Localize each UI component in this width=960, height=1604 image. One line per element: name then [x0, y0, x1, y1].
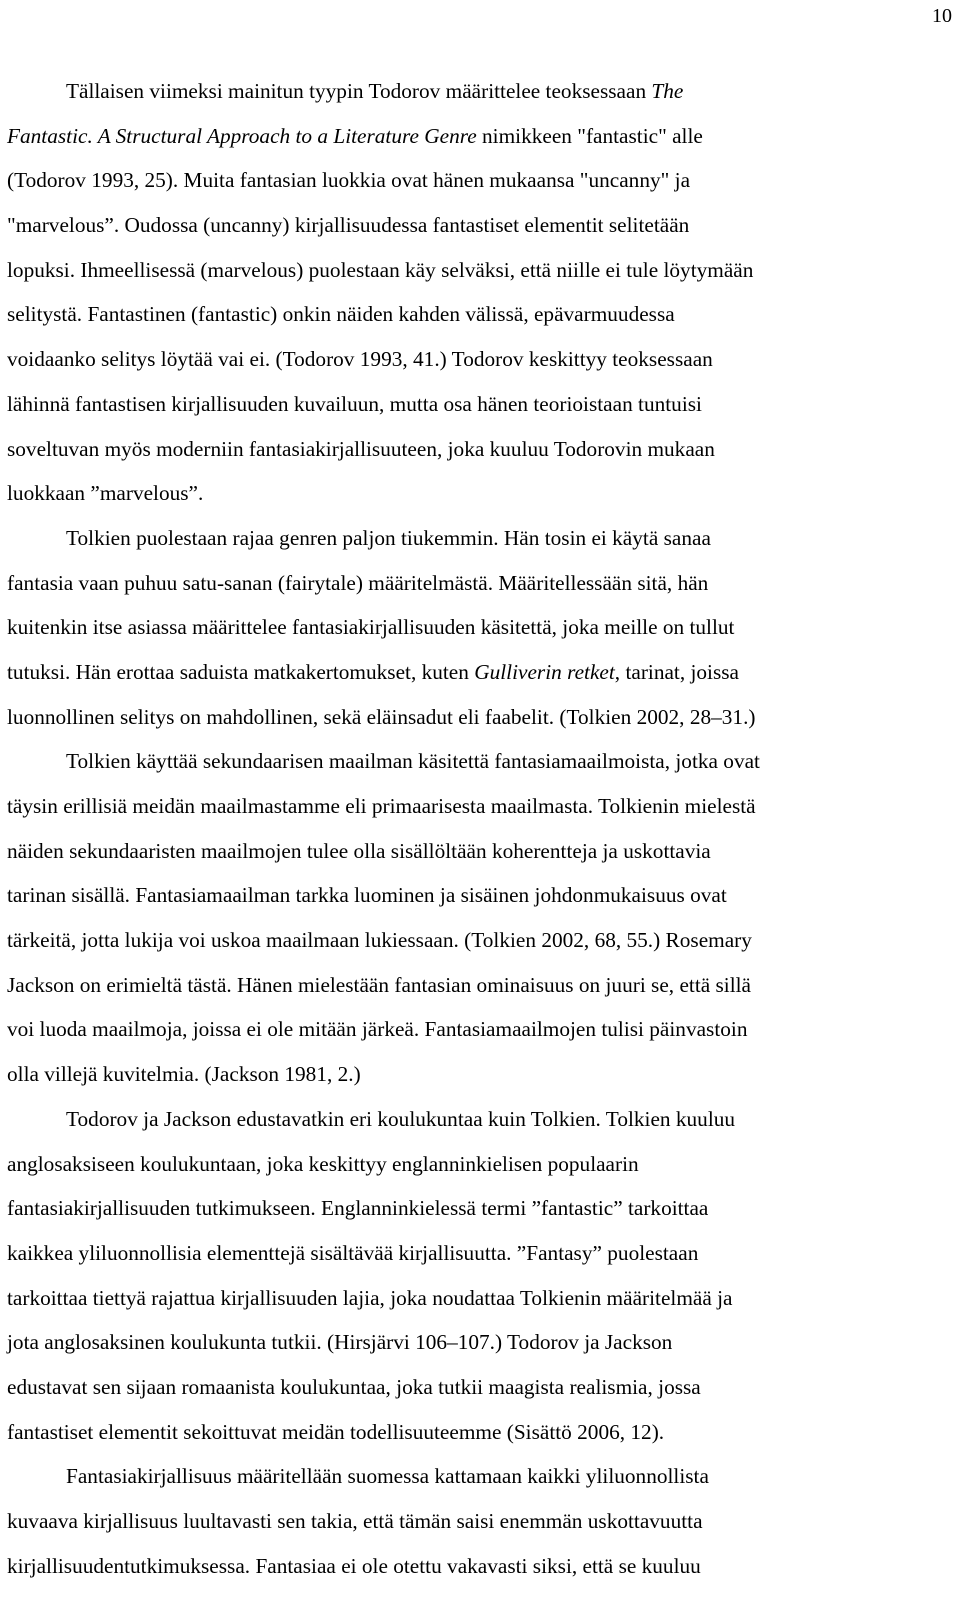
text-line: [7, 1544, 919, 1589]
text-segment: näiden sekundaaristen maailmojen tulee olla sisällöltään koherentteja ja uskottavia: [7, 838, 711, 863]
text-line: [7, 427, 919, 472]
text-line: [7, 1410, 919, 1455]
text-segment: tärkeitä, jotta lukija voi uskoa maailmaan lukiessaan. (Tolkien 2002, 68, 55.) Rosemary: [7, 928, 752, 953]
text-line: [7, 605, 919, 650]
text-segment: soveltuvan myös moderniin fantasiakirjallisuuteen, joka kuuluu Todorovin mukaan: [7, 436, 715, 461]
text-segment: selitystä. Fantastinen (fantastic) onkin näiden kahden välissä, epävarmuudessa: [7, 302, 675, 327]
text-segment: Tolkien käyttää sekundaarisen maailman käsitettä fantasiamaailmoista, jotka ovat: [66, 749, 760, 774]
italic-title-text: Fantastic. A Structural Approach to a Literature Genre: [7, 123, 477, 148]
text-segment: Todorov ja Jackson edustavatkin eri koulukuntaa kuin Tolkien. Tolkien kuuluu: [66, 1106, 736, 1131]
text-line: [7, 114, 919, 159]
text-segment: Fantasiakirjallisuus määritellään suomessa kattamaan kaikki yliluonnollista: [66, 1464, 709, 1489]
text-line: [7, 382, 919, 427]
text-line: [7, 1007, 919, 1052]
text-segment: olla villejä kuvitelmia. (Jackson 1981, 2.): [7, 1062, 361, 1087]
text-line: [7, 561, 919, 606]
text-segment: fantastiset elementit sekoittuvat meidän todellisuuteemme (Sisättö 2006, 12).: [7, 1419, 665, 1444]
text-line: [7, 1320, 919, 1365]
text-segment: Tällaisen viimeksi mainitun tyypin Todorov määrittelee teoksessaan: [66, 79, 652, 103]
text-line: [7, 69, 919, 114]
text-segment: voi luoda maailmoja, joissa ei ole mitään järkeä. Fantasiamaailmojen tulisi päinvastoin: [7, 1017, 748, 1042]
text-segment: (Todorov 1993, 25). Muita fantasian luokkia ovat hänen mukaansa "uncanny" ja: [7, 168, 691, 193]
text-line: [7, 1142, 919, 1187]
text-line: [7, 516, 919, 561]
text-segment: kirjallisuudentutkimuksessa. Fantasiaa ei ole otettu vakavasti siksi, että se kuuluu: [7, 1553, 701, 1578]
page-number: 10: [932, 5, 952, 27]
text-line: [7, 1276, 919, 1321]
text-segment: voidaanko selitys löytää vai ei. (Todorov 1993, 41.) Todorov keskittyy teoksessaan: [7, 347, 713, 372]
italic-title-text: Gulliverin retket: [474, 659, 615, 684]
text-segment: edustavat sen sijaan romaanista koulukuntaa, joka tutkii maagista realismia, jossa: [7, 1374, 701, 1399]
text-line: [7, 1186, 919, 1231]
text-segment: jota anglosaksinen koulukunta tutkii. (Hirsjärvi 106–107.) Todorov ja Jackson: [7, 1330, 673, 1355]
text-segment: tarkoittaa tiettyä rajattua kirjallisuuden lajia, joka noudattaa Tolkienin määritelmää ja: [7, 1285, 733, 1310]
text-segment: lähinnä fantastisen kirjallisuuden kuvailuun, mutta osa hänen teorioistaan tuntuisi: [7, 391, 702, 416]
text-line: [7, 829, 919, 874]
text-segment: "marvelous”. Oudossa (uncanny) kirjallisuudessa fantastiset elementit selitetään: [7, 213, 690, 238]
text-segment: täysin erillisiä meidän maailmastamme eli primaarisesta maailmasta. Tolkienin mielestä: [7, 794, 756, 818]
text-segment: lopuksi. Ihmeellisessä (marvelous) puolestaan käy selväksi, että niille ei tule löytymään: [7, 257, 754, 282]
text-segment: fantasia vaan puhuu satu-sanan (fairytale) määritelmästä. Määritellessään sitä, hän: [7, 570, 709, 595]
text-segment: luonnollinen selitys on mahdollinen, sekä eläinsadut eli faabelit. (Tolkien 2002, 28–31.): [7, 704, 756, 729]
text-line: [7, 963, 919, 1008]
text-segment: tutuksi. Hän erottaa saduista matkakertomukset, kuten: [7, 659, 475, 684]
text-line: [7, 695, 919, 740]
text-line: [7, 337, 919, 382]
text-line: [7, 203, 919, 248]
text-segment: tarinan sisällä. Fantasiamaailman tarkka luominen ja sisäinen johdonmukaisuus ovat: [7, 883, 727, 908]
text-line: [7, 650, 919, 695]
text-line: [7, 1365, 919, 1410]
text-line: [7, 739, 919, 784]
body-text: [7, 69, 919, 1588]
text-line: [7, 1052, 919, 1097]
text-segment: Jackson on erimieltä tästä. Hänen mielestään fantasian ominaisuus on juuri se, että sillä: [7, 972, 751, 997]
text-segment: Tolkien puolestaan rajaa genren paljon tiukemmin. Hän tosin ei käytä sanaa: [66, 525, 711, 550]
text-segment: kuitenkin itse asiassa määrittelee fantasiakirjallisuuden käsitettä, joka meille on tullut: [7, 615, 735, 640]
text-segment: fantasiakirjallisuuden tutkimukseen. Englanninkielessä termi ”fantastic” tarkoittaa: [7, 1196, 709, 1221]
text-line: [7, 784, 919, 829]
text-segment: luokkaan ”marvelous”.: [7, 481, 204, 506]
text-line: [7, 248, 919, 293]
text-line: [7, 292, 919, 337]
text-segment: kaikkea yliluonnollisia elementtejä sisältävää kirjallisuutta. ”Fantasy” puolestaan: [7, 1240, 699, 1265]
text-segment: kuvaava kirjallisuus luultavasti sen takia, että tämän saisi enemmän uskottavuutta: [7, 1509, 703, 1533]
text-line: [7, 1097, 919, 1142]
text-line: [7, 471, 919, 516]
italic-title-text: The: [651, 79, 684, 103]
text-segment: nimikkeen "fantastic" alle: [476, 123, 703, 148]
text-segment: anglosaksiseen koulukuntaan, joka keskittyy englanninkielisen populaarin: [7, 1151, 639, 1176]
text-line: [7, 873, 919, 918]
text-line: [7, 1454, 919, 1499]
text-line: [7, 1499, 919, 1544]
text-line: [7, 158, 919, 203]
text-line: [7, 918, 919, 963]
text-line: [7, 1231, 919, 1276]
text-segment: , tarinat, joissa: [614, 659, 740, 684]
